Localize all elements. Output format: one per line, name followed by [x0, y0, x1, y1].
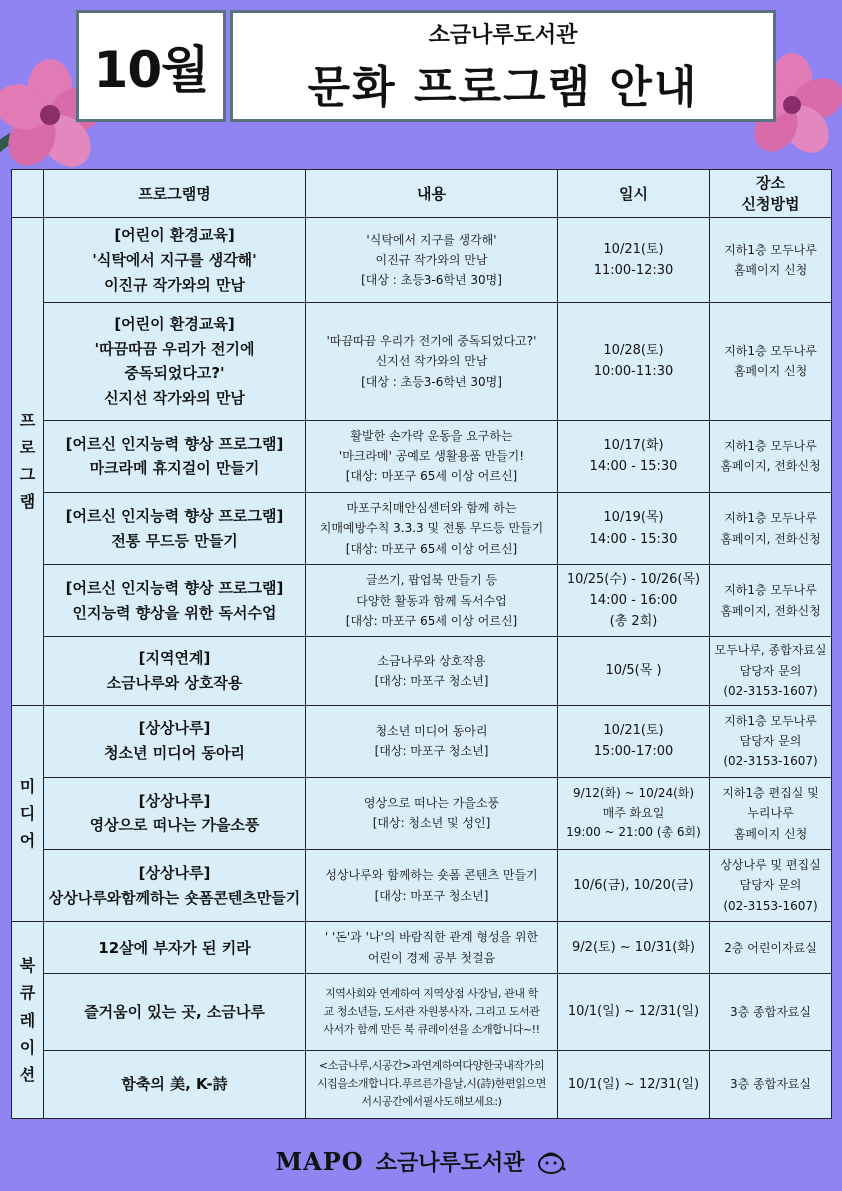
content-line: [대상 : 초등3-6학년 30명] — [361, 374, 502, 389]
date-line: 매주 화요일 — [602, 805, 665, 820]
program-table-wrapper — [11, 169, 831, 1119]
content-cell — [306, 705, 558, 777]
place-cell — [710, 974, 832, 1050]
date-line: 9/2(토) ~ 10/31(화) — [572, 940, 695, 956]
program-name-line: 마크라메 휴지걸이 만들기 — [89, 459, 260, 478]
category-label-char: 북 — [19, 956, 36, 976]
place-line: 지하1층 모두나루 — [724, 713, 817, 728]
library-name: 소금나루도서관 — [428, 22, 578, 48]
category-program — [12, 218, 44, 706]
content-line: 신지선 작가와의 만남 — [375, 354, 488, 369]
program-name-line: [상상나루] — [138, 863, 211, 882]
category-label-char: 큐 — [19, 983, 36, 1003]
place-line: 담당자 문의 — [739, 878, 802, 893]
place-line: 3층 종합자료실 — [729, 1077, 811, 1092]
table-row — [12, 218, 832, 303]
program-name-line: 함축의 美, K-詩 — [121, 1074, 228, 1093]
content-line: <소금나루,시공간>과연계하여다양한국내작가의 — [318, 1059, 545, 1073]
content-line: '마크라메' 공예로 생활용품 만들기! — [338, 449, 525, 464]
date-line: 10:00-11:30 — [593, 364, 674, 380]
date-cell — [558, 922, 710, 974]
program-name-line: 청소년 미디어 동아리 — [104, 744, 245, 763]
date-cell — [558, 974, 710, 1050]
table-row — [12, 777, 832, 849]
footer — [0, 1146, 842, 1177]
date-line: 10/19(목) — [603, 510, 664, 526]
program-name-cell — [44, 420, 306, 492]
program-name-line: '식탁에서 지구를 생각해' — [92, 250, 257, 269]
program-name-line: [상상나루] — [138, 791, 211, 810]
place-cell — [710, 420, 832, 492]
content-cell — [306, 565, 558, 637]
content-cell — [306, 974, 558, 1050]
date-cell — [558, 492, 710, 564]
program-name-cell — [44, 218, 306, 303]
header-content: 내용 — [306, 170, 558, 218]
content-line: 치매예방수칙 3.3.3 및 전통 무드등 만들기 — [319, 521, 544, 536]
content-cell — [306, 420, 558, 492]
header-program-name: 프로그램명 — [44, 170, 306, 218]
header-date: 일시 — [558, 170, 710, 218]
table-row — [12, 565, 832, 637]
content-line: 이진규 작가와의 만남 — [375, 252, 488, 267]
category-label-char: 레 — [19, 1010, 36, 1030]
content-line: 다양한 활동과 함께 독서수업 — [356, 593, 507, 608]
place-line: 홈페이지 신청 — [733, 364, 808, 379]
program-name-line: [어르신 인지능력 향상 프로그램] — [65, 434, 284, 453]
date-line: 9/12(화) ~ 10/24(화) — [572, 785, 695, 800]
content-line: 시집을소개합니다.푸르른가을날,시(詩)한편읽으면 — [316, 1077, 547, 1091]
place-line: 홈페이지 신청 — [733, 826, 808, 841]
category-media — [12, 705, 44, 922]
place-line: 3층 종합자료실 — [729, 1004, 811, 1019]
mascot-icon — [536, 1149, 566, 1175]
place-line: 지하1층 모두나루 — [724, 583, 817, 598]
date-cell — [558, 420, 710, 492]
content-line: 활발한 손가락 운동을 요구하는 — [350, 428, 513, 443]
header-category — [12, 170, 44, 218]
table-row — [12, 922, 832, 974]
date-line: 15:00-17:00 — [593, 744, 674, 760]
category-label-char: 어 — [19, 831, 36, 851]
table-row — [12, 850, 832, 922]
program-name-line: 12살에 부자가 된 키라 — [98, 938, 251, 957]
table-row — [12, 420, 832, 492]
place-line: 홈페이지, 전화신청 — [720, 531, 821, 546]
place-line: 누리나루 — [747, 806, 794, 821]
date-line: 14:00 - 15:30 — [589, 459, 678, 475]
date-line: 10/1(일) ~ 12/31(일) — [567, 1004, 700, 1020]
date-line: 14:00 - 16:00 — [589, 593, 678, 609]
month-label: 10월 — [76, 10, 226, 122]
header-place: 장소 신청방법 — [710, 170, 832, 218]
program-name-line: [어린이 환경교육] — [114, 226, 235, 245]
place-line: 담당자 문의 — [739, 663, 802, 678]
place-cell — [710, 565, 832, 637]
content-cell — [306, 777, 558, 849]
content-line: ' '돈'과 '나'의 바람직한 관계 형성을 위한 — [324, 930, 539, 945]
content-cell — [306, 922, 558, 974]
table-row — [12, 492, 832, 564]
place-line: 상상나루 및 편집실 — [720, 858, 821, 873]
place-cell — [710, 922, 832, 974]
place-cell — [710, 850, 832, 922]
date-line: 19:00 ~ 21:00 (총 6회) — [566, 825, 701, 840]
program-name-cell — [44, 637, 306, 705]
content-line: 서시공간에서필사도해보세요:) — [361, 1095, 502, 1109]
program-name-line: [지역연계] — [138, 649, 211, 668]
place-cell — [710, 1050, 832, 1118]
category-label-char: 프 — [19, 410, 36, 430]
program-name-cell — [44, 303, 306, 420]
program-name-cell — [44, 974, 306, 1050]
place-line: 담당자 문의 — [739, 734, 802, 749]
place-line: (02-3153-1607) — [723, 684, 818, 699]
place-cell — [710, 492, 832, 564]
place-line: 지하1층 모두나루 — [724, 438, 817, 453]
content-line: 성상나루와 함께하는 숏폼 콘텐츠 만들기 — [325, 868, 538, 883]
content-cell — [306, 303, 558, 420]
category-label-char: 디 — [19, 803, 36, 823]
program-name-line: 즐거움이 있는 곳, 소금나루 — [84, 1002, 265, 1021]
program-name-line: 전통 무드등 만들기 — [111, 531, 238, 550]
table-row — [12, 705, 832, 777]
table-body — [12, 218, 832, 1119]
place-cell — [710, 303, 832, 420]
content-line: [대상: 마포구 65세 이상 어르신] — [345, 469, 518, 484]
content-line: 교 청소년들, 도서관 자원봉사자, 그리고 도서관 — [323, 1005, 540, 1019]
footer-library-name: 소금나루도서관 — [375, 1151, 525, 1176]
content-line: [대상: 마포구 65세 이상 어르신] — [345, 541, 518, 556]
content-line: 사서가 함께 만든 북 큐레이션을 소개합니다~!! — [323, 1023, 540, 1037]
category-label-char: 램 — [19, 492, 36, 512]
date-line: 10/5(목 ) — [605, 663, 662, 679]
program-name-cell — [44, 705, 306, 777]
date-line: 10/21(토) — [603, 241, 664, 257]
category-label-char: 이 — [19, 1037, 36, 1057]
place-line: 홈페이지, 전화신청 — [720, 459, 821, 474]
content-cell — [306, 637, 558, 705]
place-line: 지하1층 모두나루 — [724, 511, 817, 526]
program-name-cell — [44, 1050, 306, 1118]
category-label-char: 로 — [19, 438, 36, 458]
title-box — [230, 10, 776, 122]
date-line: 10/17(화) — [603, 437, 664, 453]
content-line: [대상: 마포구 청소년] — [374, 888, 489, 903]
table-row — [12, 637, 832, 705]
program-name-line: [어르신 인지능력 향상 프로그램] — [65, 579, 284, 597]
program-name-line: 인지능력 향상을 위한 독서수업 — [72, 603, 277, 622]
table-row — [12, 974, 832, 1050]
date-line: 10/1(일) ~ 12/31(일) — [567, 1076, 700, 1092]
program-name-cell — [44, 565, 306, 637]
program-name-line: 중독되었다고?' — [124, 364, 225, 383]
category-book-curation — [12, 922, 44, 1119]
date-cell — [558, 218, 710, 303]
table-header-row — [12, 170, 832, 218]
content-line: 지역사회와 연계하여 지역상점 사장님, 관내 학 — [325, 986, 538, 1000]
content-line: 소금나루와 상호작용 — [377, 653, 486, 668]
date-cell — [558, 637, 710, 705]
content-cell — [306, 218, 558, 303]
place-line: 지하1층 모두나루 — [724, 242, 817, 257]
program-name-line: [어르신 인지능력 향상 프로그램] — [65, 506, 284, 525]
category-label-char: 미 — [19, 776, 36, 796]
category-label-char: 그 — [19, 465, 36, 485]
date-line: (총 2회) — [609, 614, 658, 630]
program-name-line: [어린이 환경교육] — [114, 314, 235, 333]
date-cell — [558, 1050, 710, 1118]
place-line: 홈페이지, 전화신청 — [720, 603, 821, 618]
place-cell — [710, 777, 832, 849]
content-line: 영상으로 떠나는 가을소풍 — [363, 796, 500, 811]
date-line: 11:00-12:30 — [593, 263, 674, 279]
date-line: 10/21(토) — [603, 722, 664, 738]
program-name-line: 이진규 작가와의 만남 — [104, 275, 245, 294]
date-line: 10/28(토) — [603, 343, 664, 359]
content-line: [대상 : 초등3-6학년 30명] — [361, 273, 502, 288]
content-line: [대상: 마포구 청소년] — [374, 744, 489, 759]
content-line: [대상: 청소년 및 성인] — [372, 816, 491, 831]
date-cell — [558, 850, 710, 922]
program-name-cell — [44, 777, 306, 849]
content-line: 마포구치매안심센터와 함께 하는 — [346, 500, 517, 515]
program-name-cell — [44, 922, 306, 974]
place-line: 홈페이지 신청 — [733, 263, 808, 278]
place-line: (02-3153-1607) — [723, 754, 818, 769]
content-line: 어린이 경제 공부 첫걸음 — [367, 950, 496, 965]
program-name-line: 신지선 작가와의 만남 — [104, 389, 245, 408]
program-name-cell — [44, 492, 306, 564]
content-line: 글쓰기, 팝업북 만들기 등 — [365, 573, 498, 588]
place-line: 모두나루, 종합자료실 — [714, 643, 827, 658]
date-cell — [558, 303, 710, 420]
program-name-line: '따끔따끔 우리가 전기에 — [94, 339, 255, 358]
program-name-line: [상상나루] — [138, 719, 211, 738]
place-cell — [710, 637, 832, 705]
place-line: (02-3153-1607) — [723, 898, 818, 913]
program-name-line: 영상으로 떠나는 가을소풍 — [89, 816, 260, 835]
date-line: 10/25(수) - 10/26(목) — [566, 571, 701, 587]
category-label-char: 션 — [19, 1064, 36, 1084]
program-name-line: 상상나루와함께하는 숏폼콘텐츠만들기 — [48, 888, 301, 907]
date-cell — [558, 777, 710, 849]
content-line: 청소년 미디어 동아리 — [375, 723, 488, 738]
date-cell — [558, 705, 710, 777]
date-line: 10/6(금), 10/20(금) — [573, 877, 694, 893]
header — [76, 10, 776, 126]
table-row — [12, 1050, 832, 1118]
place-line: 지하1층 모두나루 — [724, 344, 817, 359]
program-name-cell — [44, 850, 306, 922]
place-line: 2층 어린이자료실 — [724, 940, 817, 955]
content-line: '식탁에서 지구를 생각해' — [366, 232, 497, 247]
page-title: 문화 프로그램 안내 — [307, 61, 699, 113]
content-line: '따끔따끔 우리가 전기에 중독되었다고?' — [326, 333, 537, 348]
place-cell — [710, 705, 832, 777]
content-line: [대상: 마포구 청소년] — [374, 673, 489, 688]
content-cell — [306, 492, 558, 564]
content-cell — [306, 1050, 558, 1118]
date-cell — [558, 565, 710, 637]
program-name-line: 소금나루와 상호작용 — [106, 673, 243, 692]
program-table — [11, 169, 832, 1119]
content-line: [대상: 마포구 65세 이상 어르신] — [345, 613, 518, 628]
mapo-logo: MAPO — [275, 1147, 364, 1176]
content-cell — [306, 850, 558, 922]
place-line: 지하1층 편집실 및 — [722, 785, 819, 800]
place-cell — [710, 218, 832, 303]
date-line: 14:00 - 15:30 — [589, 531, 678, 547]
table-row — [12, 303, 832, 420]
